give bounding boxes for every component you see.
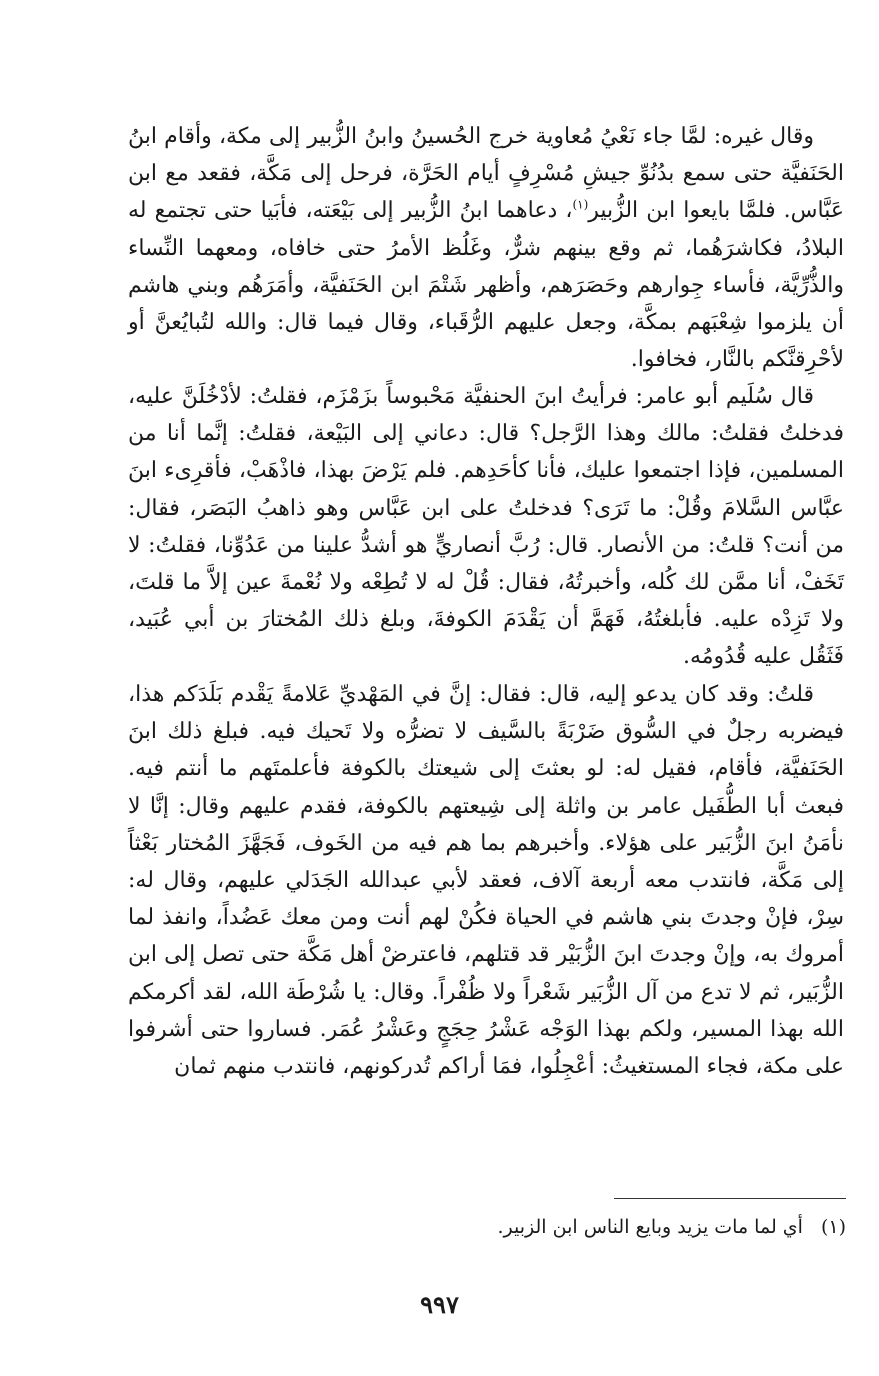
footnote-reference[interactable]: (١) xyxy=(572,198,589,213)
footnote-divider xyxy=(614,1198,846,1199)
footnote-number: (١) xyxy=(820,1216,846,1238)
footnote xyxy=(400,1212,846,1242)
footnote-text: أي لما مات يزيد وبايع الناس ابن الزبير. xyxy=(497,1216,803,1238)
paragraph-2 xyxy=(128,378,844,676)
page-number: ٩٩٧ xyxy=(420,1290,459,1319)
paragraph-1-text: وقال غيره: لمَّا جاء نَعْيُ مُعاوية خرج الحُسينُ وابنُ الزُّبير إلى مكة، وأقام ابنُ الحَنَفيَّة حتى سمع بدُنُوِّ جيشِ مُسْرِفٍ أيام الحَرَّة، فرحل إلى مَكَّة، فقعد مع ابن عَبَّاس. فلمَّا بايعوا ابن الزُّبير xyxy=(128,124,844,224)
paragraph-1 xyxy=(128,118,844,378)
paragraph-2-text: قال سُلَيم أبو عامر: فرأيتُ ابنَ الحنفيَّة مَحْبوساً بزَمْزَم، فقلتُ: لأدْخُلَنَّ عليه، فدخلتُ فقلتُ: مالك وهذا الرَّجل؟ قال: دعاني إلى البَيْعة، فقلتُ: إنَّما أنا من المسلمين، فإذا اجتمعوا عليك، فأنا كأحَدِهم. فلم يَرْضَ بهذا، فاذْهَبْ، فأقرِىء ابنَ عبَّاس السَّلامَ وقُلْ: ما تَرَى؟ فدخلتُ على ابن عَبَّاس وهو ذاهبُ البَصَر، فقال: من أنت؟ قلتُ: من الأنصار. قال: رُبَّ أنصاريٍّ هو أشدُّ علينا من عَدُوِّنا، فقلتُ: لا تَخَفْ، أنا ممَّن لك كُله، وأخبرتُهُ، فقال: قُلْ له لا تُطِعْه ولا نُعْمةَ عين إلاَّ ما قلتَ، ولا تَزِدْه عليه. فأبلغتُهُ، فَهَمَّ أن يَقْدَمَ الكوفةَ، وبلغ ذلك المُختارَ بن أبي عُبَيد، فَثَقُل عليه قُدُومُه. xyxy=(128,384,844,670)
paragraph-3-text: قلتُ: وقد كان يدعو إليه، قال: فقال: إنَّ في المَهْديِّ عَلامةً يَقْدم بَلَدَكم هذا، فيضربه رجلٌ في السُّوق ضَرْبَةً بالسَّيف لا تضرُّه ولا تَحيك فيه. فبلغ ذلك ابنَ الحَنَفيَّة، فأقام، فقيل له: لو بعثتَ إلى شيعتك بالكوفة فأعلمتَهم ما أنتم فيه. فبعث أبا الطُّفَيل عامر بن واثلة إلى شِيعتهم بالكوفة، فقدم عليهم وقال: إنَّا لا نأمَنُ ابنَ الزُّبَير على هؤلاء. وأخبرهم بما هم فيه من الخَوف، فَجَهَّزَ المُختار بَعْثاً إلى مَكَّة، فانتدب معه أربعة آلاف، فعقد لأبي عبدالله الجَدَلي عليهم، وقال له: سِرْ، فإنْ وجدتَ بني هاشم في الحياة فكُنْ لهم أنت ومن معك عَضُداً، وانفذ لما أمروك به، وإنْ وجدتَ ابنَ الزُّبَيْر قد قتلهم، فاعترضْ أهل مَكَّة حتى تصل إلى ابن الزُّبَير، ثم لا تدع من آل الزُّبَير شَعْراً ولا ظُفْراً. وقال: يا شُرْطَة الله، لقد أكرمكم الله بهذا المسير، ولكم بهذا الوَجْه عَشْرُ حِجَجٍ وعَشْرُ عُمَر. فساروا حتى أشرفوا على مكة، فجاء المستغيثُ: أعْجِلُوا، فمَا أراكم تُدركونهم، فانتدب منهم ثمان xyxy=(128,682,844,1080)
paragraph-3 xyxy=(128,676,844,1085)
paragraph-1-continuation: ، دعاهما ابنُ الزُّبير إلى بَيْعَته، فأبَيا حتى تجتمع له البلادُ، فكاشرَهُما، ثم وقع بينهم شرٌّ، وغَلُظ الأمرُ حتى خافاه، ومعهما النِّساء والذُّرِّيَّة، فأساء جِوارهم وحَصَرَهم، وأظهر شَتْمَ ابن الحَنَفيَّة، وأمَرَهُم وبني هاشم أن يلزموا شِعْبَهم بمكَّة، وجعل عليهم الرُّقَباء، وقال فيما قال: والله لتُبايُعنَّ أو لأحْرِقنَّكم بالنَّار، فخافوا. xyxy=(128,198,844,373)
